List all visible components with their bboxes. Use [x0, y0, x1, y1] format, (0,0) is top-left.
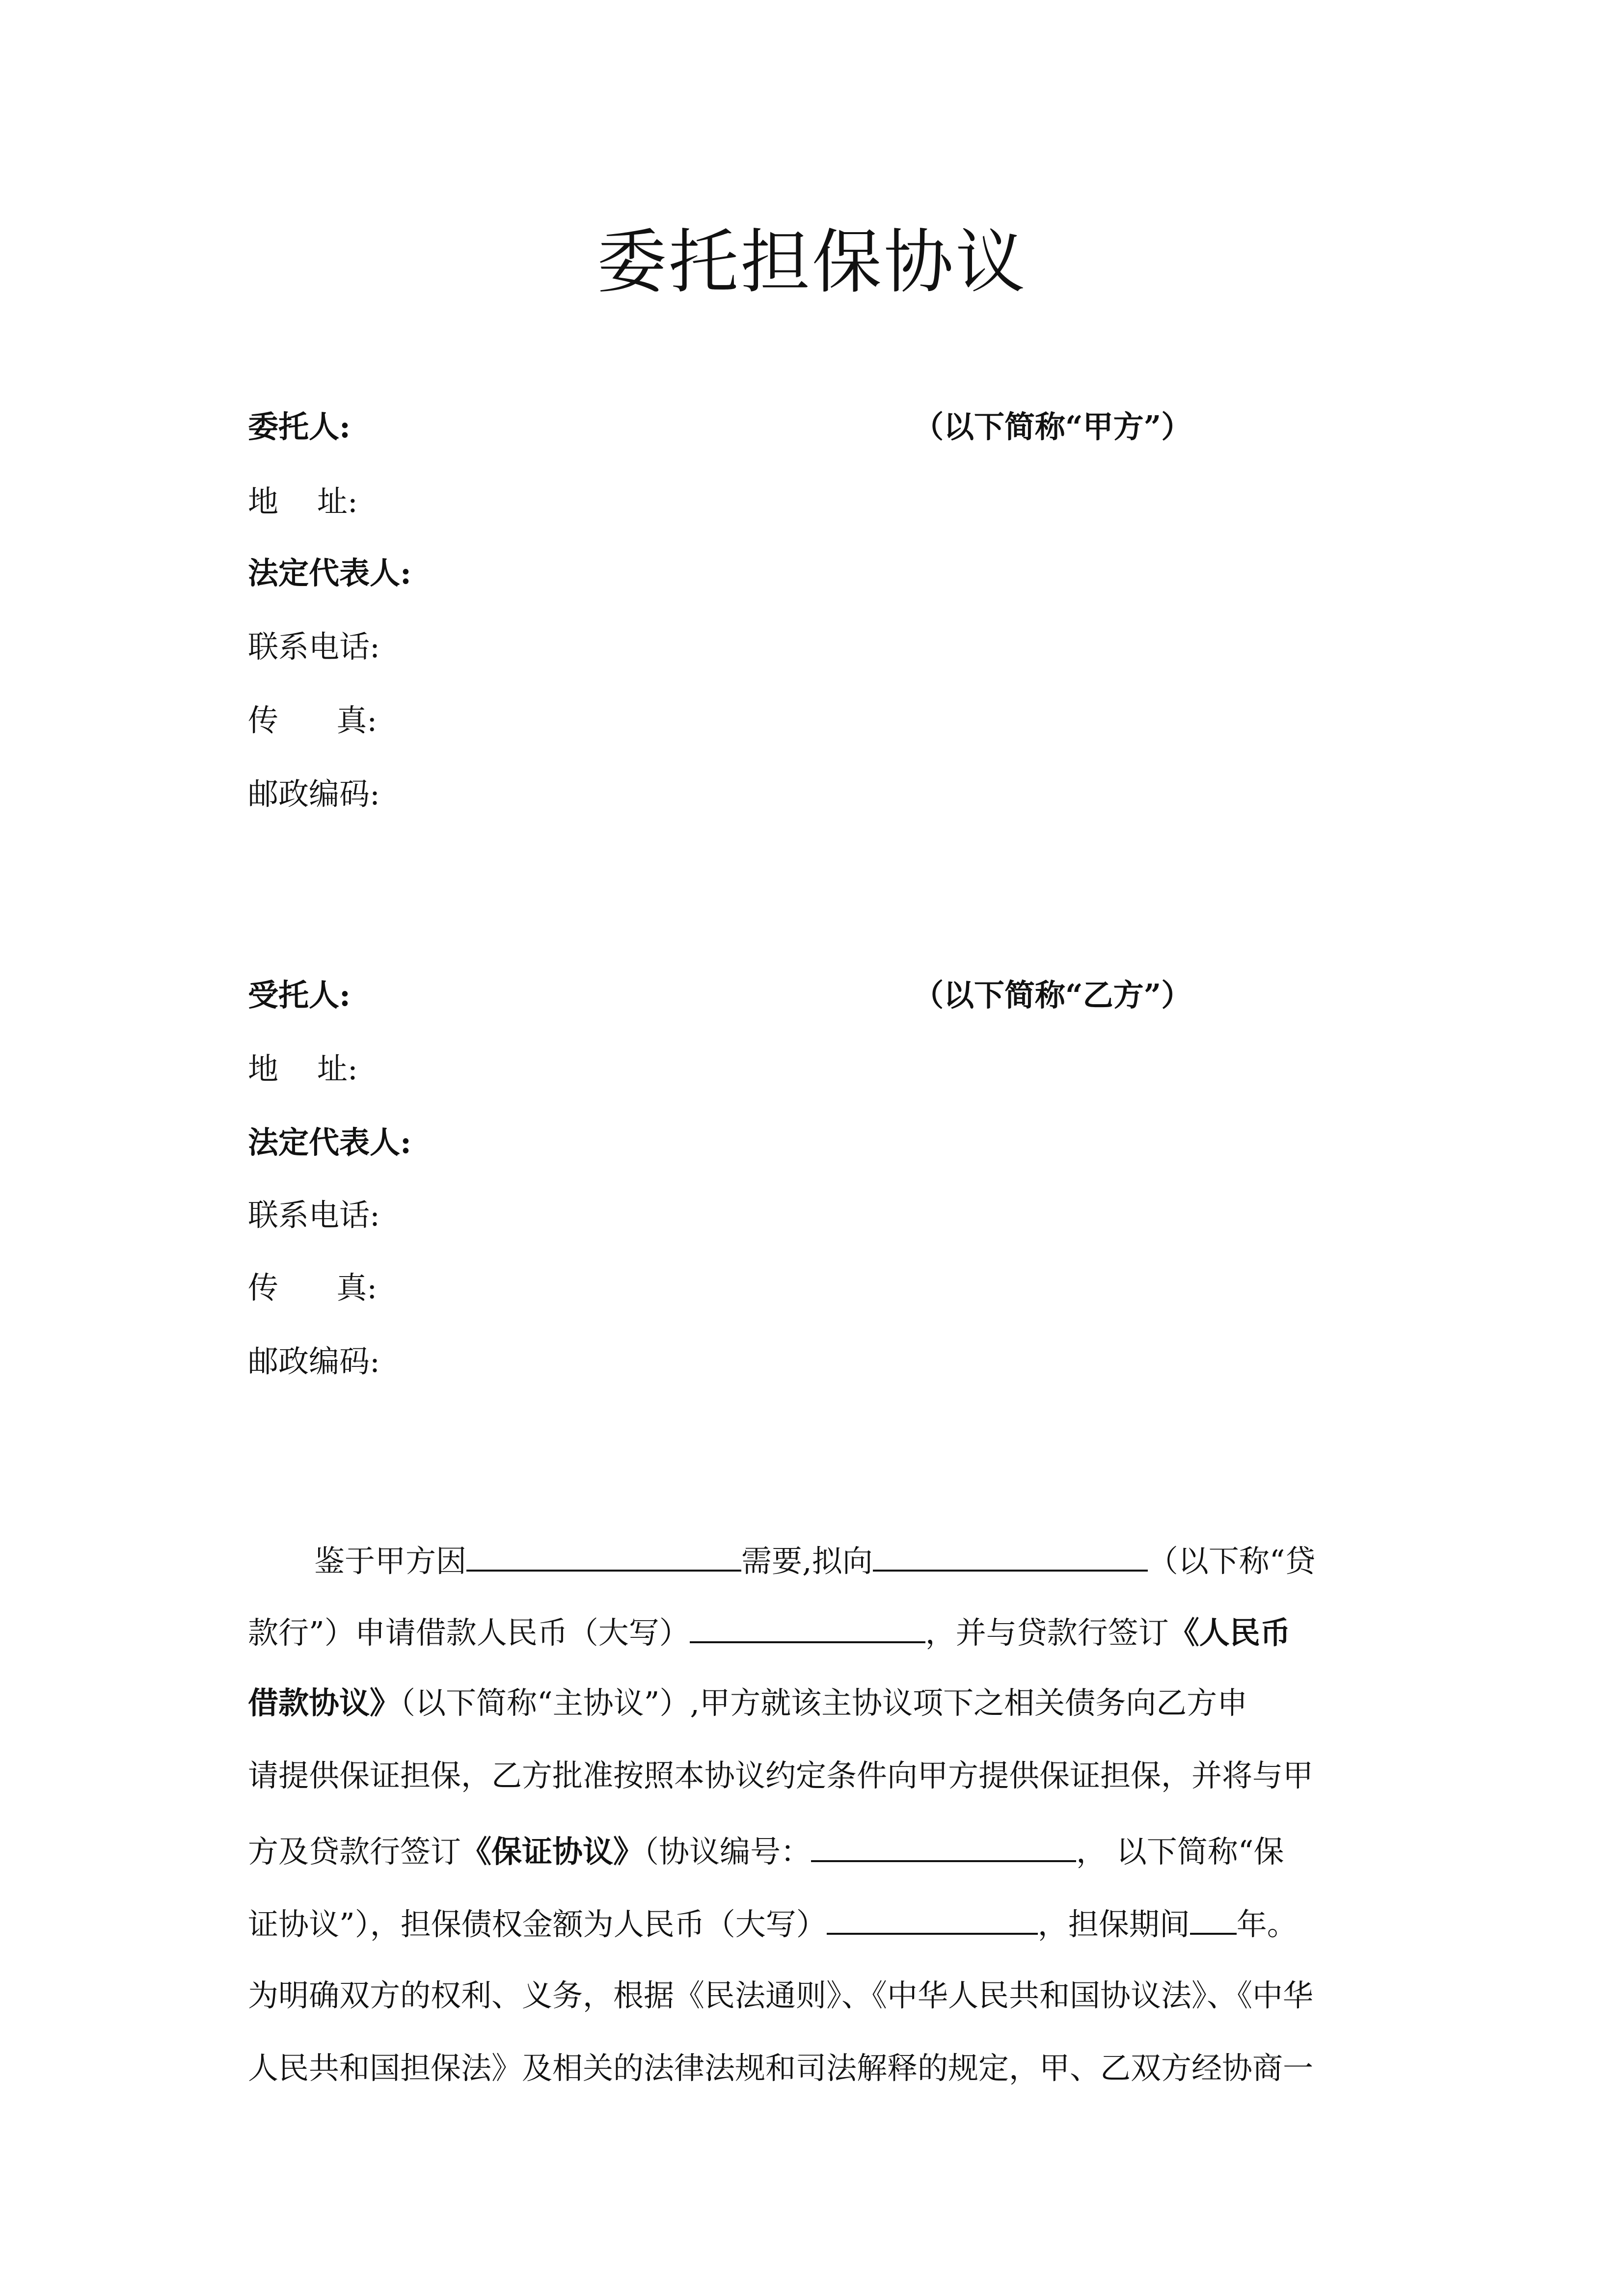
party-b-fax: 传 真:	[248, 1270, 378, 1306]
party-a-note: （以下简称“甲方”）	[913, 409, 1192, 445]
preamble-line-7: 为明确双方的权利、义务，根据《民法通则》、《中华人民共和国协议法》、《中华	[248, 1977, 1314, 2013]
preamble-text: 款行”）申请借款人民币（大写）	[248, 1615, 690, 1651]
party-a-postcode: 邮政编码:	[248, 776, 380, 812]
preamble-text: 年。	[1236, 1906, 1298, 1942]
preamble-text: （协议编号：	[644, 1834, 812, 1869]
lender-blank[interactable]	[873, 1539, 1148, 1572]
preamble-line-3	[248, 1683, 1402, 1723]
preamble-text: ， 以下简称“保	[1076, 1834, 1284, 1869]
preamble-line-1	[314, 1539, 1409, 1581]
preamble-line-5	[248, 1830, 1402, 1871]
guarantee-period-blank[interactable]	[1190, 1902, 1237, 1935]
party-b-phone: 联系电话:	[248, 1197, 380, 1233]
loan-amount-blank[interactable]	[690, 1611, 925, 1643]
preamble-line-2	[248, 1611, 1402, 1653]
document-title: 委托担保协议	[597, 222, 1027, 303]
preamble-text: （以下简称“主协议”）,甲方就该主协议项下之相关债务向乙方申	[400, 1685, 1248, 1721]
party-b-legal-rep: 法定代表人:	[248, 1124, 411, 1160]
preamble-text: （以下称“贷	[1147, 1543, 1316, 1579]
party-a-fax: 传 真:	[248, 702, 378, 738]
preamble-text: 《保证协议》	[461, 1834, 644, 1869]
preamble-line-8: 人民共和国担保法》及相关的法律法规和司法解释的规定，甲、乙双方经协商一	[248, 2050, 1314, 2086]
preamble-text: 《人民币	[1168, 1615, 1291, 1651]
preamble-line-6	[248, 1902, 1402, 1944]
agreement-number-blank[interactable]	[811, 1830, 1076, 1862]
purpose-blank[interactable]	[466, 1539, 741, 1572]
party-a-legal-rep: 法定代表人:	[248, 555, 411, 591]
preamble-text: ，并与贷款行签订	[925, 1615, 1169, 1651]
preamble-text: 鉴于甲方因	[314, 1543, 467, 1579]
party-a-phone: 联系电话:	[248, 629, 380, 665]
guarantee-amount-blank[interactable]	[827, 1902, 1038, 1935]
party-b-note: （以下简称“乙方”）	[913, 977, 1192, 1013]
preamble-text: 证协议”），担保债权金额为人民币（大写）	[248, 1906, 827, 1942]
party-b-address: 地 址:	[248, 1051, 358, 1087]
preamble-text: 需要,拟向	[741, 1543, 873, 1579]
party-a-address: 地 址:	[248, 483, 358, 519]
preamble-line-4: 请提供保证担保，乙方批准按照本协议约定条件向甲方提供保证担保，并将与甲	[248, 1758, 1314, 1793]
party-b-postcode: 邮政编码:	[248, 1343, 380, 1379]
party-b-label: 受托人:	[248, 977, 351, 1013]
preamble-text: ，担保期间	[1037, 1906, 1190, 1942]
preamble-text: 方及贷款行签订	[248, 1834, 461, 1869]
party-a-label: 委托人:	[248, 409, 351, 445]
preamble-text: 借款协议》	[248, 1685, 401, 1721]
